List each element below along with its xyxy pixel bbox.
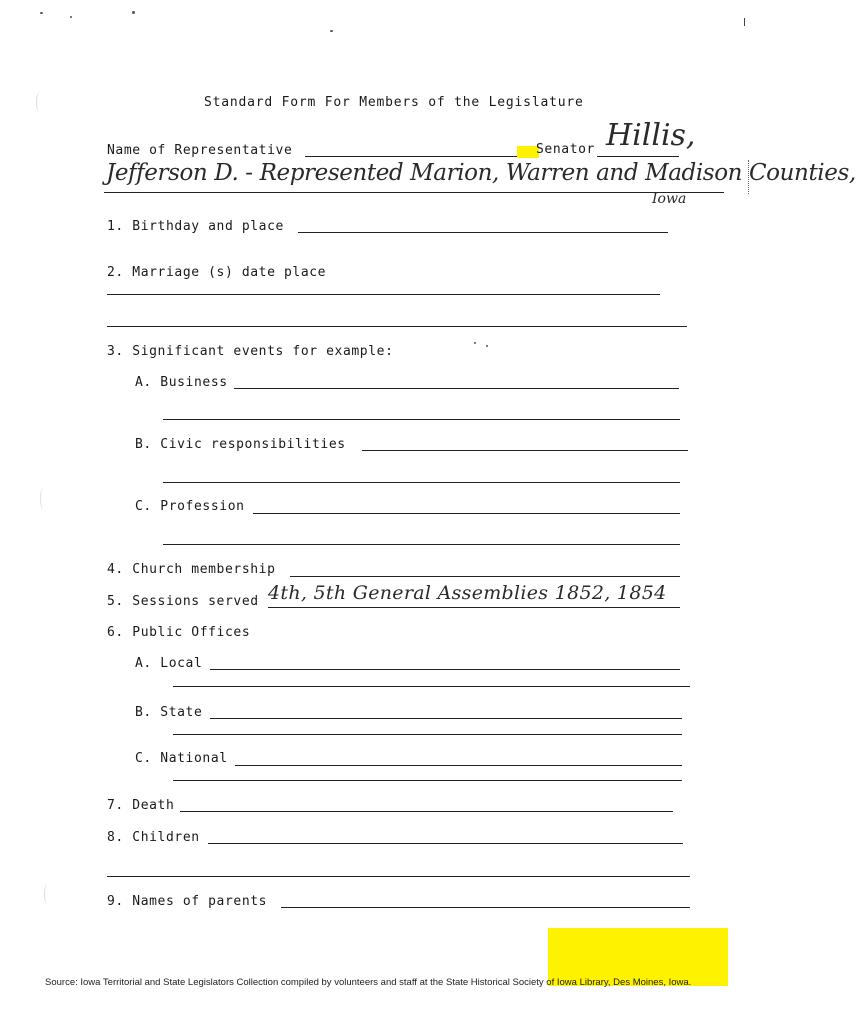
handwritten-sessions: 4th, 5th General Assemblies 1852, 1854 <box>268 582 667 604</box>
q4-label: 4. Church membership <box>107 562 276 577</box>
q8-line-1 <box>208 843 683 844</box>
q3a-label: A. Business <box>135 375 228 390</box>
q2-label: 2. Marriage (s) date place <box>107 265 327 280</box>
q8-label: 8. Children <box>107 830 200 845</box>
senator-label: Senator <box>536 142 595 157</box>
q6c-line-1 <box>235 765 682 766</box>
q9-label: 9. Names of parents <box>107 894 268 909</box>
punch-hole-mark <box>40 488 47 510</box>
source-citation: Source: Iowa Territorial and State Legislators Collection compiled by volunteers and staff at the State Historical Society of Iowa Library, Des Moines, Iowa. <box>45 977 692 988</box>
q3c-line-1 <box>253 513 680 514</box>
name-underline <box>104 192 724 193</box>
q6-label: 6. Public Offices <box>107 625 251 640</box>
scan-speck <box>40 12 43 14</box>
q9-line <box>281 907 690 908</box>
scan-speck <box>330 30 333 32</box>
q4-line <box>290 576 680 577</box>
q8-line-2 <box>107 876 690 877</box>
q3c-label: C. Profession <box>135 499 245 514</box>
q6b-line-2 <box>173 734 682 735</box>
q6a-line-1 <box>210 669 680 670</box>
q5-label: 5. Sessions served <box>107 594 259 609</box>
senator-line <box>597 156 679 157</box>
representative-line <box>305 156 535 157</box>
q7-line <box>180 811 673 812</box>
scan-speck <box>70 16 72 18</box>
q6c-label: C. National <box>135 751 228 766</box>
handwritten-representation: Jefferson D. - Represented Marion, Warren and Madison Counties, <box>106 160 856 186</box>
scan-mark <box>744 18 745 26</box>
q6c-line-2 <box>173 780 682 781</box>
q5-line <box>268 607 680 608</box>
q1-label: 1. Birthday and place <box>107 219 284 234</box>
q2-line-2 <box>107 326 687 327</box>
q7-label: 7. Death <box>107 798 175 813</box>
q1-line <box>298 232 668 233</box>
q6b-label: B. State <box>135 705 203 720</box>
q6b-line-1 <box>210 718 682 719</box>
handwritten-name: Hillis, <box>606 118 696 153</box>
punch-hole-mark <box>36 92 43 112</box>
q3-label: 3. Significant events for example: <box>107 344 394 359</box>
q6a-label: A. Local <box>135 656 203 671</box>
q3a-line-1 <box>234 388 679 389</box>
q3c-line-2 <box>163 544 680 545</box>
q2-line-1 <box>107 294 660 295</box>
form-title: Standard Form For Members of the Legislature <box>204 95 584 110</box>
representative-label: Name of Representative <box>107 143 293 158</box>
q3b-line-2 <box>163 482 680 483</box>
punch-hole-mark <box>44 884 51 904</box>
q3b-label: B. Civic responsibilities <box>135 437 346 452</box>
q3b-line-1 <box>362 450 688 451</box>
q6a-line-2 <box>173 686 690 687</box>
handwritten-state: Iowa <box>652 191 687 207</box>
scan-speck <box>486 345 488 347</box>
scan-speck <box>132 11 135 14</box>
scan-speck <box>474 342 476 344</box>
q3a-line-2 <box>163 419 680 420</box>
